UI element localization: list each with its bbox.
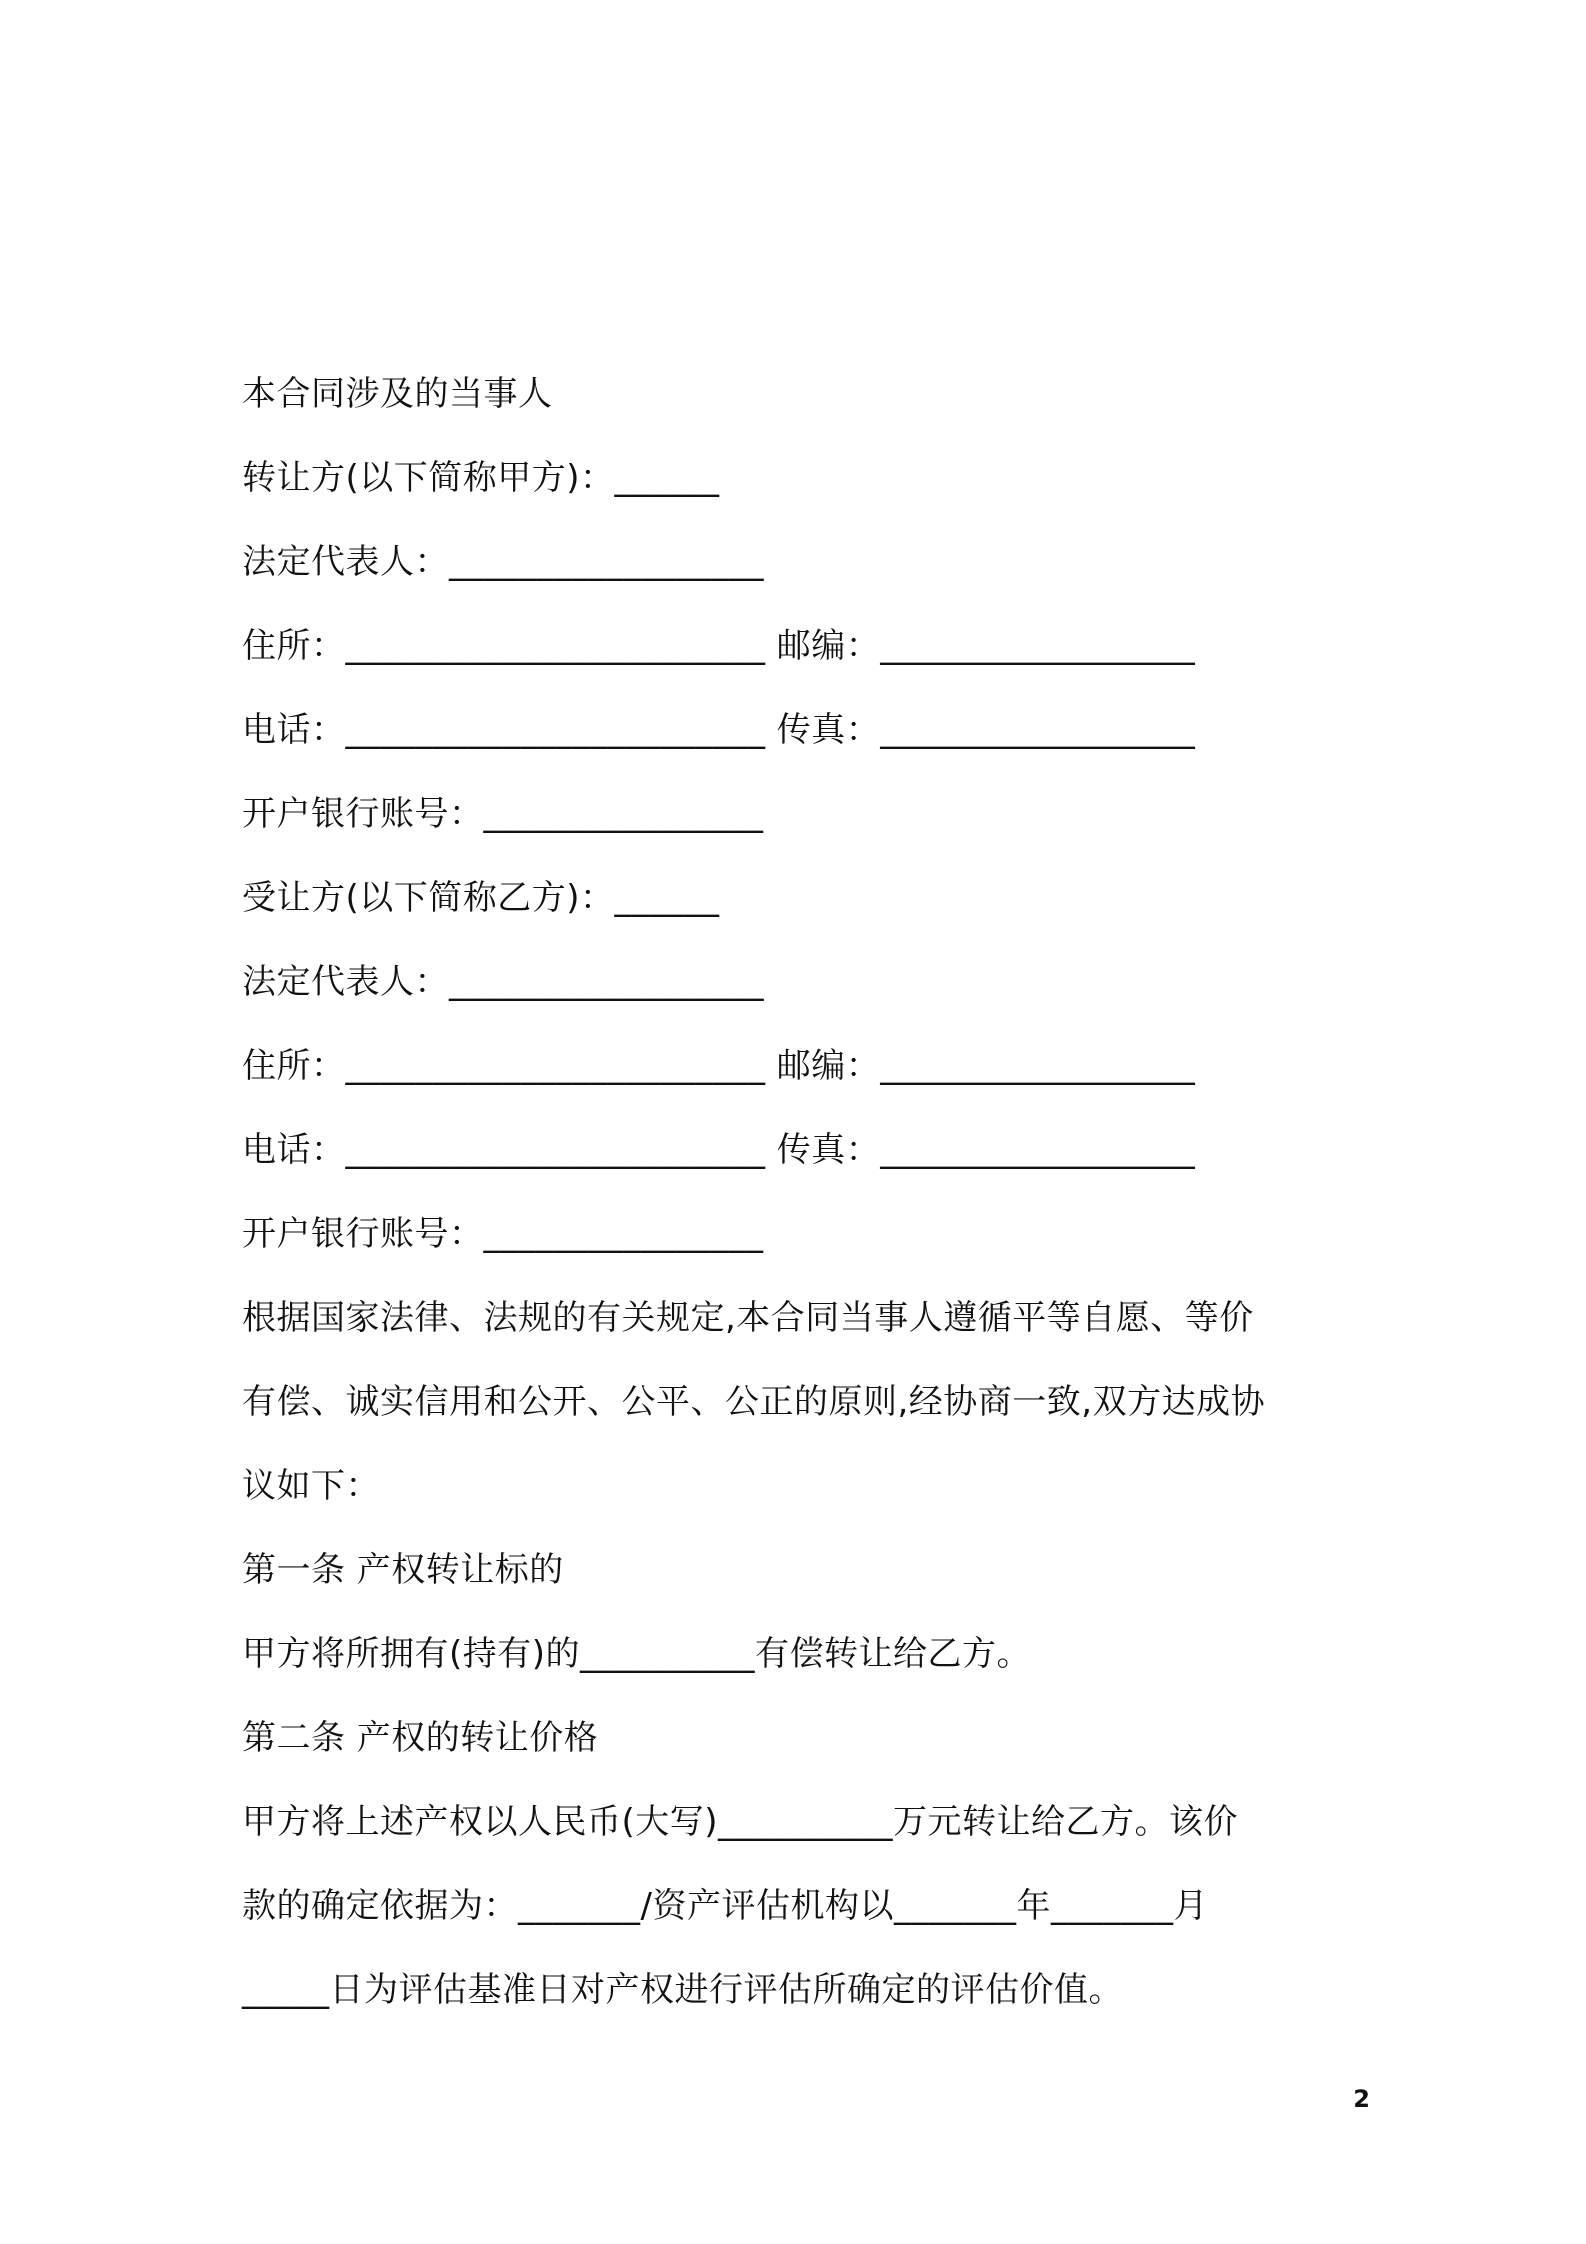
transferee-line: 受让方(以下简称乙方)：______ [242, 878, 720, 918]
article-1-heading: 第一条 产权转让标的 [242, 1550, 564, 1590]
article-2-text-line-2: 款的确定依据为：_______/资产评估机构以_______年_______月 [242, 1886, 1208, 1926]
transferor-legal-rep-line: 法定代表人：__________________ [242, 542, 764, 582]
article-1-text: 甲方将所拥有(持有)的__________有偿转让给乙方。 [242, 1634, 1032, 1674]
article-2-heading: 第二条 产权的转让价格 [242, 1718, 599, 1758]
article-2-text-line-3: _____日为评估基准日对产权进行评估所确定的评估价值。 [242, 1970, 1123, 2010]
transferee-phone-line: 电话：________________________ 传真：__________________ [242, 1130, 1196, 1170]
preamble-line-2: 有偿、诚实信用和公开、公平、公正的原则,经协商一致,双方达成协 [242, 1382, 1266, 1422]
transferee-address-line: 住所：________________________ 邮编：__________________ [242, 1046, 1196, 1086]
page-number: 2 [1353, 2085, 1370, 2113]
transferee-legal-rep-line: 法定代表人：__________________ [242, 962, 764, 1002]
preamble-line-1: 根据国家法律、法规的有关规定,本合同当事人遵循平等自愿、等价 [242, 1298, 1254, 1338]
article-2-text-line-1: 甲方将上述产权以人民币(大写)__________万元转让给乙方。该价 [242, 1802, 1239, 1842]
transferor-line: 转让方(以下简称甲方)：______ [242, 458, 720, 498]
preamble-line-3: 议如下： [242, 1466, 380, 1506]
parties-heading: 本合同涉及的当事人 [242, 374, 553, 414]
transferee-bank-line: 开户银行账号：________________ [242, 1214, 764, 1254]
transferor-bank-line: 开户银行账号：________________ [242, 794, 764, 834]
transferor-address-line: 住所：________________________ 邮编：__________________ [242, 626, 1196, 666]
transferor-phone-line: 电话：________________________ 传真：__________________ [242, 710, 1196, 750]
